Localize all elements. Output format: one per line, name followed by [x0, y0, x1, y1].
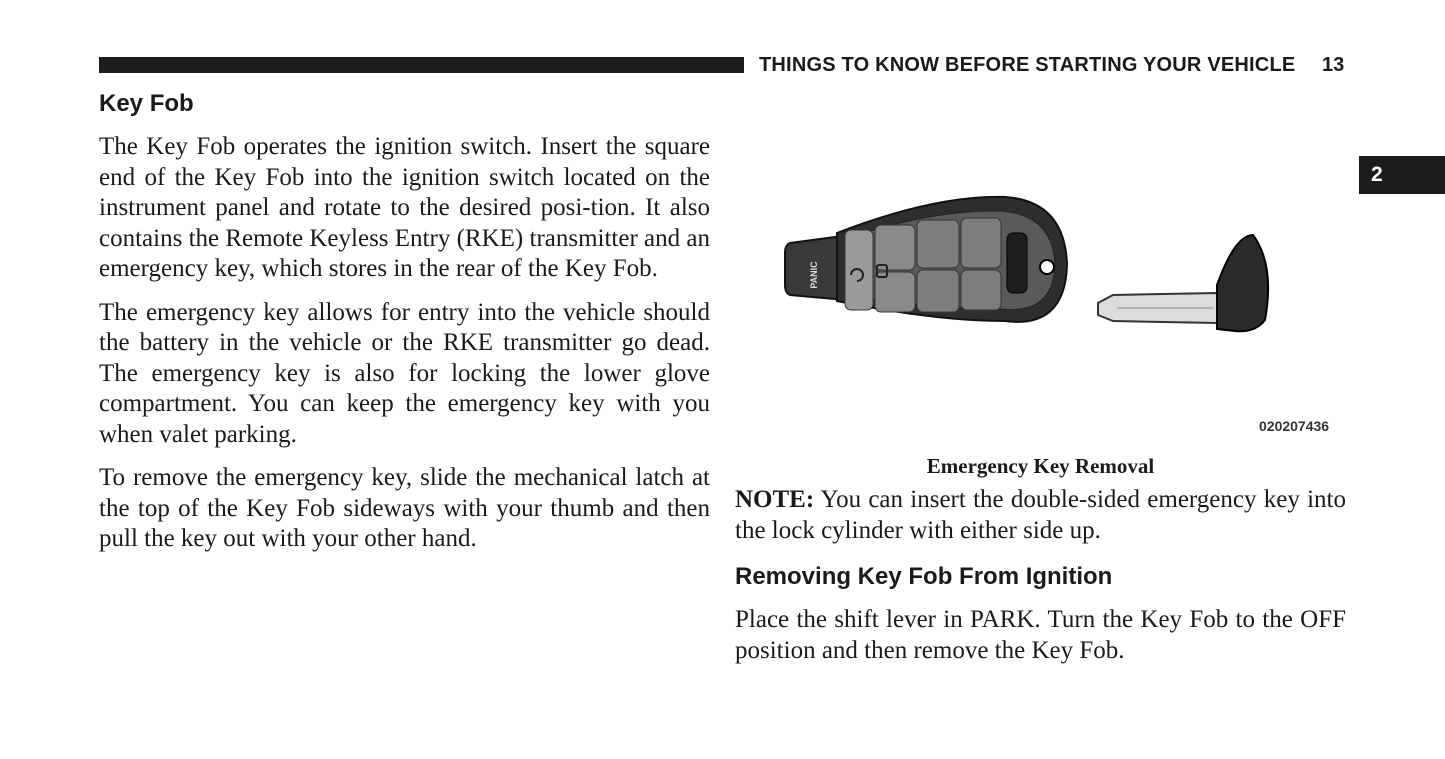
button-icon: [917, 220, 959, 268]
key-fob-illustration: [765, 125, 1345, 445]
emergency-key-head-icon: [1217, 235, 1268, 331]
note-text: You can insert the double-sided emergency key into the lock cylinder with either side up.: [735, 486, 1346, 544]
figure-caption: Emergency Key Removal: [926, 454, 1155, 478]
button-icon: [961, 218, 1001, 268]
section-heading-key-fob: Key Fob: [99, 90, 194, 117]
note-label: NOTE:: [735, 486, 815, 513]
figure-code: 020207436: [1259, 418, 1330, 434]
latch-icon: [1007, 233, 1027, 293]
section-heading-removing-key-fob: Removing Key Fob From Ignition: [735, 563, 1113, 590]
header-rule: [99, 57, 744, 73]
left-column: [99, 88, 710, 555]
button-icon: [875, 225, 915, 270]
button-icon: [917, 270, 959, 312]
panic-label: PANIC: [809, 261, 819, 289]
paragraph-remove-key: To remove the emergency key, slide the mechanical latch at the top of the Key Fob sideways with your thumb and then pull the key out with your other hand.: [99, 464, 710, 552]
paragraph-remove-from-ignition: Place the shift lever in PARK. Turn the Key Fob to the OFF position and then remove the Key Fob.: [735, 606, 1346, 664]
note-paragraph: [735, 485, 1346, 546]
running-header: THINGS TO KNOW BEFORE STARTING YOUR VEHICLE: [759, 54, 1296, 76]
page-number: 13: [1322, 54, 1345, 76]
ring-hole-icon: [1040, 260, 1054, 274]
paragraph-key-fob-intro: The Key Fob operates the ignition switch. Insert the square end of the Key Fob into the ignition switch located on the instrument panel and rotate to the desired posi-tion. It also contains the Remote Keyless Entry (RKE) transmitter and an emergency key, which stores in the rear of the Key Fob.: [99, 133, 710, 282]
chapter-tab: 2: [1359, 156, 1445, 194]
paragraph-emergency-key: The emergency key allows for entry into the vehicle should the battery in the vehicle or the RKE transmitter go dead. The emergency key is also for locking the lower glove compartment. You can keep the emergency key with you when valet parking.: [99, 298, 710, 448]
button-icon: [961, 270, 1001, 310]
